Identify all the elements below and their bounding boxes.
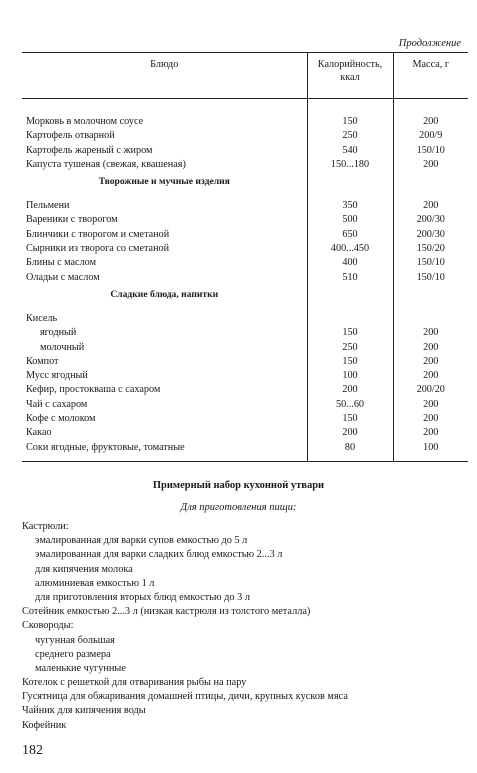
list-item: Кастрюли: xyxy=(22,521,69,532)
dish-name: Морковь в молочном соусе xyxy=(26,116,144,127)
dish-name: Сырники из творога со сметаной xyxy=(26,243,170,255)
table-row xyxy=(22,158,468,172)
dish-name: Кисель xyxy=(26,312,58,324)
calories-cell xyxy=(307,312,393,326)
table-row xyxy=(22,228,468,242)
category-row xyxy=(22,285,468,305)
mass-cell: 200 xyxy=(393,341,468,355)
dish-table xyxy=(22,52,468,462)
calories-cell: 400...450 xyxy=(307,242,393,256)
table-row xyxy=(22,199,468,213)
table-row xyxy=(22,213,468,227)
dish-name: Картофель отварной xyxy=(26,130,115,142)
calories-cell: 150 xyxy=(307,326,393,340)
table-row xyxy=(22,326,468,340)
mass-cell: 200 xyxy=(393,398,468,412)
header-dish: Блюдо xyxy=(22,53,307,99)
calories-cell: 200 xyxy=(307,383,393,397)
table-row xyxy=(22,341,468,355)
header-mass: Масса, г xyxy=(393,53,468,99)
dish-name: Компот xyxy=(26,355,59,367)
calories-cell: 510 xyxy=(307,271,393,285)
mass-cell: 200 xyxy=(393,326,468,340)
list-item: чугунная большая xyxy=(35,634,115,646)
list-item: для приготовления вторых блюд емкостью до 3 л xyxy=(35,591,250,603)
dish-name: Картофель жареный с жиром xyxy=(26,144,153,156)
calories-cell: 150 xyxy=(307,355,393,369)
mass-cell: 200/30 xyxy=(393,213,468,227)
list-item: Сотейник емкостью 2...3 л (низкая кастрюля из толстого металла) xyxy=(22,606,311,618)
calories-cell: 150...180 xyxy=(307,158,393,172)
utensil-list xyxy=(22,520,472,733)
section-subtitle: Для приготовления пищи: xyxy=(180,502,297,513)
calories-cell: 650 xyxy=(307,228,393,242)
table-row xyxy=(22,144,468,158)
dish-name: Соки ягодные, фруктовые, томатные xyxy=(22,441,307,462)
calories-cell: 50...60 xyxy=(307,398,393,412)
dish-name: молочный xyxy=(40,341,85,353)
list-item: эмалированная для варки сладких блюд емкостью 2...3 л xyxy=(35,549,283,561)
list-item: Сковороды: xyxy=(22,620,74,632)
calories-cell: 250 xyxy=(307,341,393,355)
table-row xyxy=(22,398,468,412)
calories-cell: 540 xyxy=(307,144,393,158)
mass-cell: 200/30 xyxy=(393,228,468,242)
category-label: Творожные и мучные изделия xyxy=(98,176,230,188)
dish-name: Чай с сахаром xyxy=(26,398,88,410)
list-item: маленькие чугунные xyxy=(35,662,126,674)
list-item: для кипячения молока xyxy=(35,563,133,575)
mass-cell: 200/9 xyxy=(393,129,468,143)
mass-cell: 150/10 xyxy=(393,256,468,270)
header-calories: Калорийность, ккал xyxy=(307,53,393,99)
table-row xyxy=(22,412,468,426)
list-item: среднего размера xyxy=(35,648,111,660)
mass-cell: 200 xyxy=(393,115,468,129)
mass-cell: 200/20 xyxy=(393,383,468,397)
dish-name: Кофе с молоком xyxy=(26,413,96,425)
category-label: Сладкие блюда, напитки xyxy=(110,288,219,300)
calories-cell: 250 xyxy=(307,129,393,143)
mass-cell: 100 xyxy=(393,441,468,462)
dish-name: Какао xyxy=(26,427,52,439)
table-row xyxy=(22,312,468,326)
calories-cell: 150 xyxy=(307,115,393,129)
dish-name: Пельмени xyxy=(26,200,70,212)
calories-cell: 500 xyxy=(307,213,393,227)
table-row xyxy=(22,383,468,397)
dish-name: Кефир, простокваша с сахаром xyxy=(26,384,161,396)
calories-cell: 100 xyxy=(307,369,393,383)
calories-cell: 150 xyxy=(307,412,393,426)
list-item: алюминиевая емкостью 1 л xyxy=(35,577,155,589)
mass-cell: 200 xyxy=(393,369,468,383)
table-row xyxy=(22,129,468,143)
table-header-row xyxy=(22,53,468,99)
calories-cell: 400 xyxy=(307,256,393,270)
table-row xyxy=(22,355,468,369)
calories-cell: 200 xyxy=(307,426,393,440)
table-row xyxy=(22,271,468,285)
mass-cell: 150/20 xyxy=(393,242,468,256)
page-number: 182 xyxy=(22,743,43,758)
table-row xyxy=(22,426,468,440)
dish-name: Мусс ягодный xyxy=(26,370,88,382)
mass-cell: 200 xyxy=(393,199,468,213)
mass-cell: 200 xyxy=(393,158,468,172)
section-title: Примерный набор кухонной утвари xyxy=(152,480,325,491)
dish-name: Оладьи с маслом xyxy=(26,271,100,283)
calories-cell: 350 xyxy=(307,199,393,213)
table-row xyxy=(22,441,468,462)
dish-name: Капуста тушеная (свежая, квашеная) xyxy=(26,158,186,170)
list-item: эмалированная для варки супов емкостью до 5 л xyxy=(35,535,248,547)
table-row xyxy=(22,242,468,256)
dish-name: Вареники с творогом xyxy=(26,214,118,226)
mass-cell: 200 xyxy=(393,426,468,440)
dish-name: Блинчики с творогом и сметаной xyxy=(26,228,170,240)
list-item: Гусятница для обжаривания домашней птицы, дичи, крупных кусков мяса xyxy=(22,691,348,703)
list-item: Кофейник xyxy=(22,719,67,731)
table-row xyxy=(22,369,468,383)
continuation-note: Продолжение xyxy=(398,38,461,49)
list-item: Чайник для кипячения воды xyxy=(22,705,146,717)
dish-name: ягодный xyxy=(40,327,77,339)
mass-cell: 200 xyxy=(393,412,468,426)
list-item: Котелок с решеткой для отваривания рыбы на пару xyxy=(22,677,247,689)
table-row xyxy=(22,115,468,129)
mass-cell: 150/10 xyxy=(393,144,468,158)
mass-cell: 200 xyxy=(393,355,468,369)
calories-cell: 80 xyxy=(307,441,393,462)
dish-name: Блины с маслом xyxy=(26,257,97,269)
mass-cell xyxy=(393,312,468,326)
table-row xyxy=(22,256,468,270)
category-row xyxy=(22,172,468,192)
mass-cell: 150/10 xyxy=(393,271,468,285)
